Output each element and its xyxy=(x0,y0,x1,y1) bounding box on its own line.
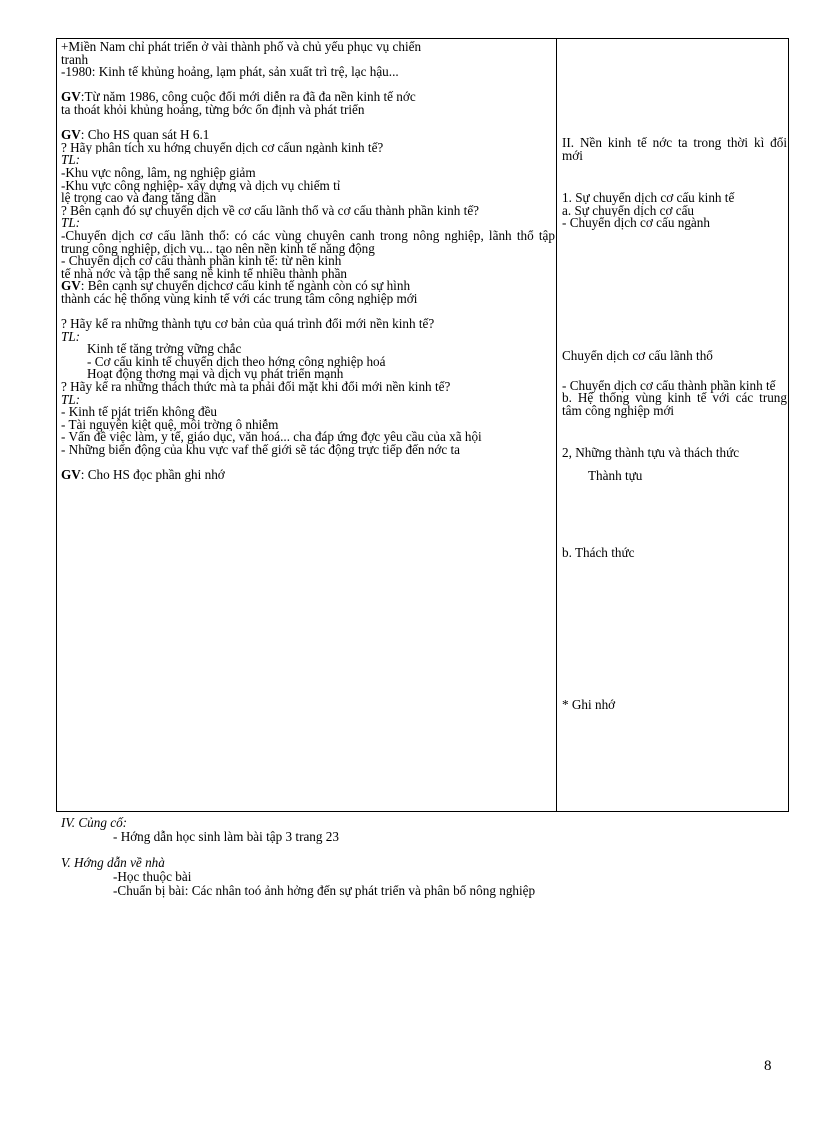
teacher-note-text: :Từ năm 1986, công cuộc đổi mới diễn ra đã đa nền kinh tế nớc xyxy=(80,91,416,104)
subsection-heading: 1. Sự chuyển dịch cơ cấu kinh tế xyxy=(562,190,735,206)
text-line: +Miền Nam chỉ phát triển ở vài thành phố và chủ yếu phục vụ chiến xyxy=(61,41,422,54)
section-heading: II. Nền kinh tế nớc ta trong thời kì đổi mới xyxy=(562,135,787,163)
answer-line: -Khu vực công nghiệp- xây dựng và dịch vụ chiếm tỉ xyxy=(61,179,341,193)
teacher-note-text: : Bên cạnh sự chuyển dịchcơ cấu kinh tế ngành còn có sự hình xyxy=(80,280,411,293)
activities-column xyxy=(61,41,555,482)
text-line: ta thoát khỏi khủng hoảng, từng bớc ổn định và phát triển xyxy=(61,103,365,117)
text-line: tranh xyxy=(61,53,89,67)
teacher-note xyxy=(61,280,555,293)
answer-line: - Vấn đề việc làm, y tế, giáo dục, văn hoá... cha đáp ứng đợc yêu cầu của xã hội xyxy=(61,429,482,445)
answer-line: Hoạt động thơng mại và dịch vụ phát triển mạnh xyxy=(87,368,344,382)
homework-item: -Học thuộc bài xyxy=(113,869,192,884)
homework-item: -Chuẩn bị bài: Các nhân toó ảnh hởng đến sự phát triển và phân bố nông nghiệp xyxy=(113,883,536,898)
lesson-footer xyxy=(61,816,801,898)
memo-item: * Ghi nhớ xyxy=(562,699,616,712)
gv-label: GV xyxy=(61,280,81,293)
answer-label: TL: xyxy=(61,154,81,167)
consolidation-heading: IV. Củng cố: xyxy=(61,815,128,830)
answer-label: TL: xyxy=(61,330,81,344)
subsection-item: b. Thách thức xyxy=(562,546,635,560)
teacher-note-text: : Cho HS đọc phần ghi nhớ xyxy=(80,469,225,482)
answer-line: - Cơ cấu kinh tế chuyển dịch theo hớng công nghiệp hoá xyxy=(87,355,386,369)
question: ? Hãy phân tích xu hớng chuyển dịch cơ cấun ngành kinh tế? xyxy=(61,141,384,155)
teacher-note-text: : Cho HS quan sát H 6.1 xyxy=(80,129,210,142)
subsection-item: - Chuyển dịch cơ cấu thành phần kinh tế xyxy=(562,377,776,393)
answer-line: lệ trọng cao và đang tăng dần xyxy=(61,192,217,205)
answer-line: - Tài nguyên kiệt quệ, môi trờng ô nhiễm xyxy=(61,418,279,432)
subsection-item: Thành tựu xyxy=(588,469,643,483)
answer-line: -Khu vực nông, lâm, ng nghiệp giảm xyxy=(61,166,256,180)
question: ? Hãy kể ra những thách thức mà ta phải đối mặt khi đổi mới nền kinh tế? xyxy=(61,379,451,395)
subsection-item: - Chuyển dịch cơ cấu ngành xyxy=(562,217,710,230)
answer-label: TL: xyxy=(61,217,81,230)
page-number: 8 xyxy=(764,1058,772,1074)
gv-label: GV xyxy=(61,129,81,142)
column-divider xyxy=(556,38,557,812)
teacher-note xyxy=(61,91,555,104)
subsection-item: Chuyển dịch cơ cấu lãnh thổ xyxy=(562,349,713,363)
subsection-item: b. Hệ thống vùng kinh tế với các trung tâm công nghiệp mới xyxy=(562,390,787,418)
answer-label: TL: xyxy=(61,393,81,407)
gv-label: GV xyxy=(61,469,81,482)
consolidation-item: - Hớng dẫn học sinh làm bài tập 3 trang 23 xyxy=(113,829,339,844)
subsection-item: a. Sự chuyển dịch cơ cấu xyxy=(562,204,695,218)
answer-line: -Chuyển dịch cơ cấu lãnh thổ: có các vùng chuyên canh trong nông nghiệp, lãnh thổ tập trung công nghiệp, dịch vụ... tạo nên nền kinh tế năng động xyxy=(61,227,555,256)
answer-line: tế nhà nớc và tập thể sang nề kinh tế nhiều thành phần xyxy=(61,267,348,281)
question: ? Hãy kể ra những thành tựu cơ bản của quá trình đổi mới nền kinh tế? xyxy=(61,316,435,332)
answer-line: - Kinh tế pját triển không đều xyxy=(61,406,218,419)
gv-label: GV xyxy=(61,91,81,104)
answer-line: - Những biến động của khu vực vaf thế giới sẽ tác động trực tiếp đến nớc ta xyxy=(61,442,461,457)
teacher-note xyxy=(61,129,555,142)
content-column xyxy=(562,41,787,712)
teacher-note xyxy=(61,469,555,482)
answer-line: Kinh tế tăng trởng vững chắc xyxy=(87,343,242,356)
homework-heading: V. Hớng dẫn về nhà xyxy=(61,855,165,870)
text-line: -1980: Kinh tế khủng hoảng, lạm phát, sản xuất trì trệ, lạc hậu... xyxy=(61,66,399,79)
question: ? Bên cạnh đó sự chuyển dịch về cơ cấu lãnh thổ và cơ cấu thành phần kinh tế? xyxy=(61,202,480,218)
text-line: thành các hệ thống vùng kinh tế với các trung tâm công nghiệp mới xyxy=(61,292,418,306)
section-heading: 2, Những thành tựu và thách thức xyxy=(562,445,740,461)
answer-line: - Chuyển dịch cơ cấu thành phần kinh tế: từ nền kinh xyxy=(61,255,342,268)
